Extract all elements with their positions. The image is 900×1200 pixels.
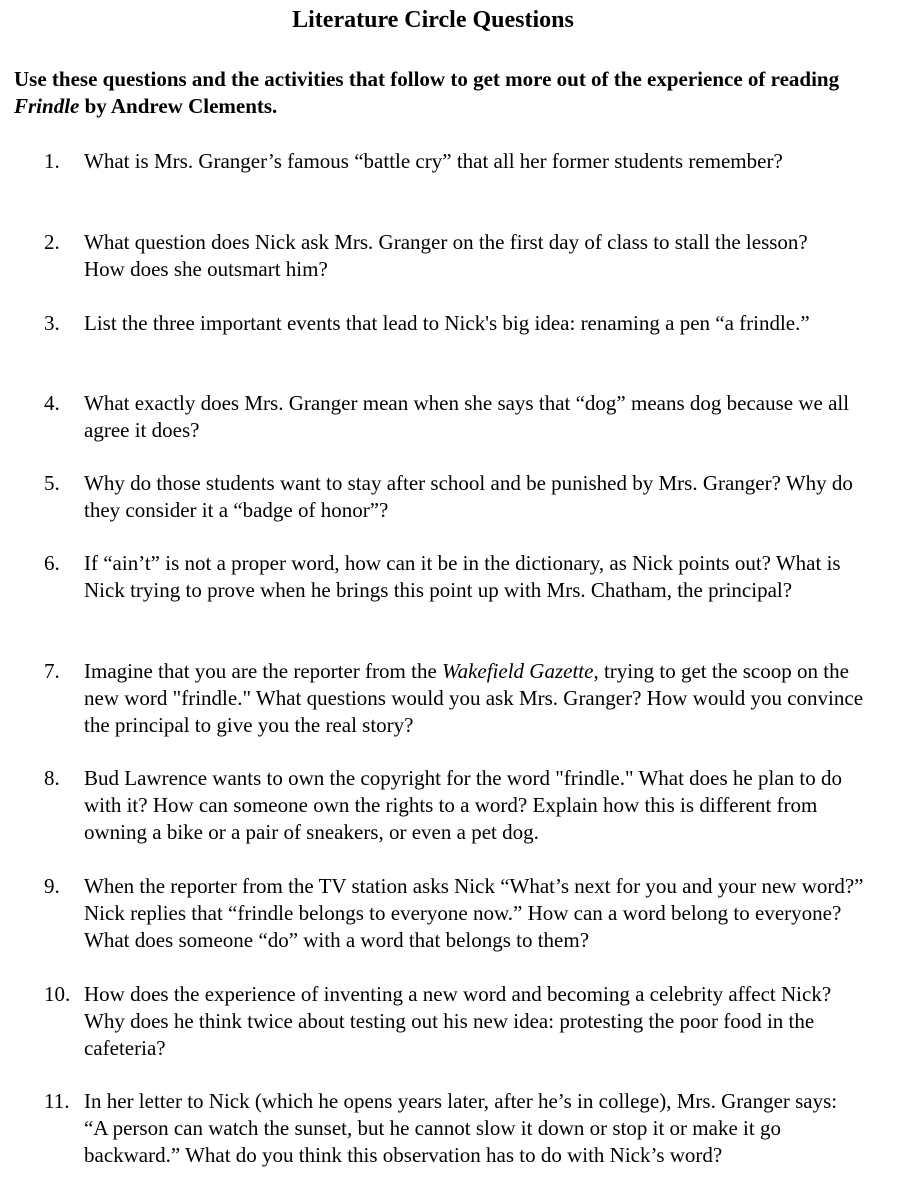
newspaper-title: Wakefield Gazette [442,659,594,683]
question-text-end: , trying to get the scoop on the new word "frindle." What questions would you ask Mrs. Granger? How would you convince the principal to give you the real story? [84,659,864,737]
question-number: 9. [44,874,60,898]
question-text: Bud Lawrence wants to own the copyright for the word "frindle." What does he plan to do with it? How can someone own the rights to a word? Explain how this is different from owning a bike or a pair of sneakers, or even a pet dog. [84,766,842,844]
question-number: 7. [44,659,60,683]
question-text-start: Imagine that you are the reporter from the [84,659,443,683]
question-text: In her letter to Nick (which he opens years later, after he’s in college), Mrs. Granger says: “A person can watch the sunset, but he cannot slow it down or stop it or make it go backward.” What do you think this observation has to do with Nick’s word? [84,1089,838,1167]
question-number: 10. [44,982,71,1006]
question-text: Why do those students want to stay after school and be punished by Mrs. Granger? Why do they consider it a “badge of honor”? [84,471,853,522]
question-number: 4. [44,391,60,415]
question-number: 8. [44,766,60,790]
question-text: What is Mrs. Granger’s famous “battle cry” that all her former students remember? [84,149,783,173]
question-number: 6. [44,551,60,575]
question-text: What question does Nick ask Mrs. Granger on the first day of class to stall the lesson? How does she outsmart him? [84,230,835,281]
question-number: 5. [44,471,60,495]
question-text: If “ain’t” is not a proper word, how can it be in the dictionary, as Nick points out? What is Nick trying to prove when he brings this point up with Mrs. Chatham, the principal? [84,551,841,602]
question-number: 1. [44,149,60,173]
question-number: 3. [44,311,60,335]
question-number: 2. [44,230,60,254]
intro-text-end: by Andrew Clements. [79,94,278,118]
question-text: How does the experience of inventing a new word and becoming a celebrity affect Nick? Why does he think twice about testing out his new idea: protesting the poor food in the cafeteria? [84,982,832,1060]
question-text: List the three important events that lead to Nick's big idea: renaming a pen “a frindle.” [84,311,810,335]
question-text [84,658,864,739]
page-title: Literature Circle Questions [292,7,574,33]
intro-text-start: Use these questions and the activities that follow to get more out of the experience of reading [14,67,840,91]
book-title: Frindle [14,94,80,118]
question-text: When the reporter from the TV station asks Nick “What’s next for you and your new word?” Nick replies that “frindle belongs to everyone now.” How can a word belong to everyone? What does someone “do” with a word that belongs to them? [84,874,864,952]
question-text: What exactly does Mrs. Granger mean when she says that “dog” means dog because we all agree it does? [84,391,850,442]
question-number: 11. [44,1089,70,1113]
